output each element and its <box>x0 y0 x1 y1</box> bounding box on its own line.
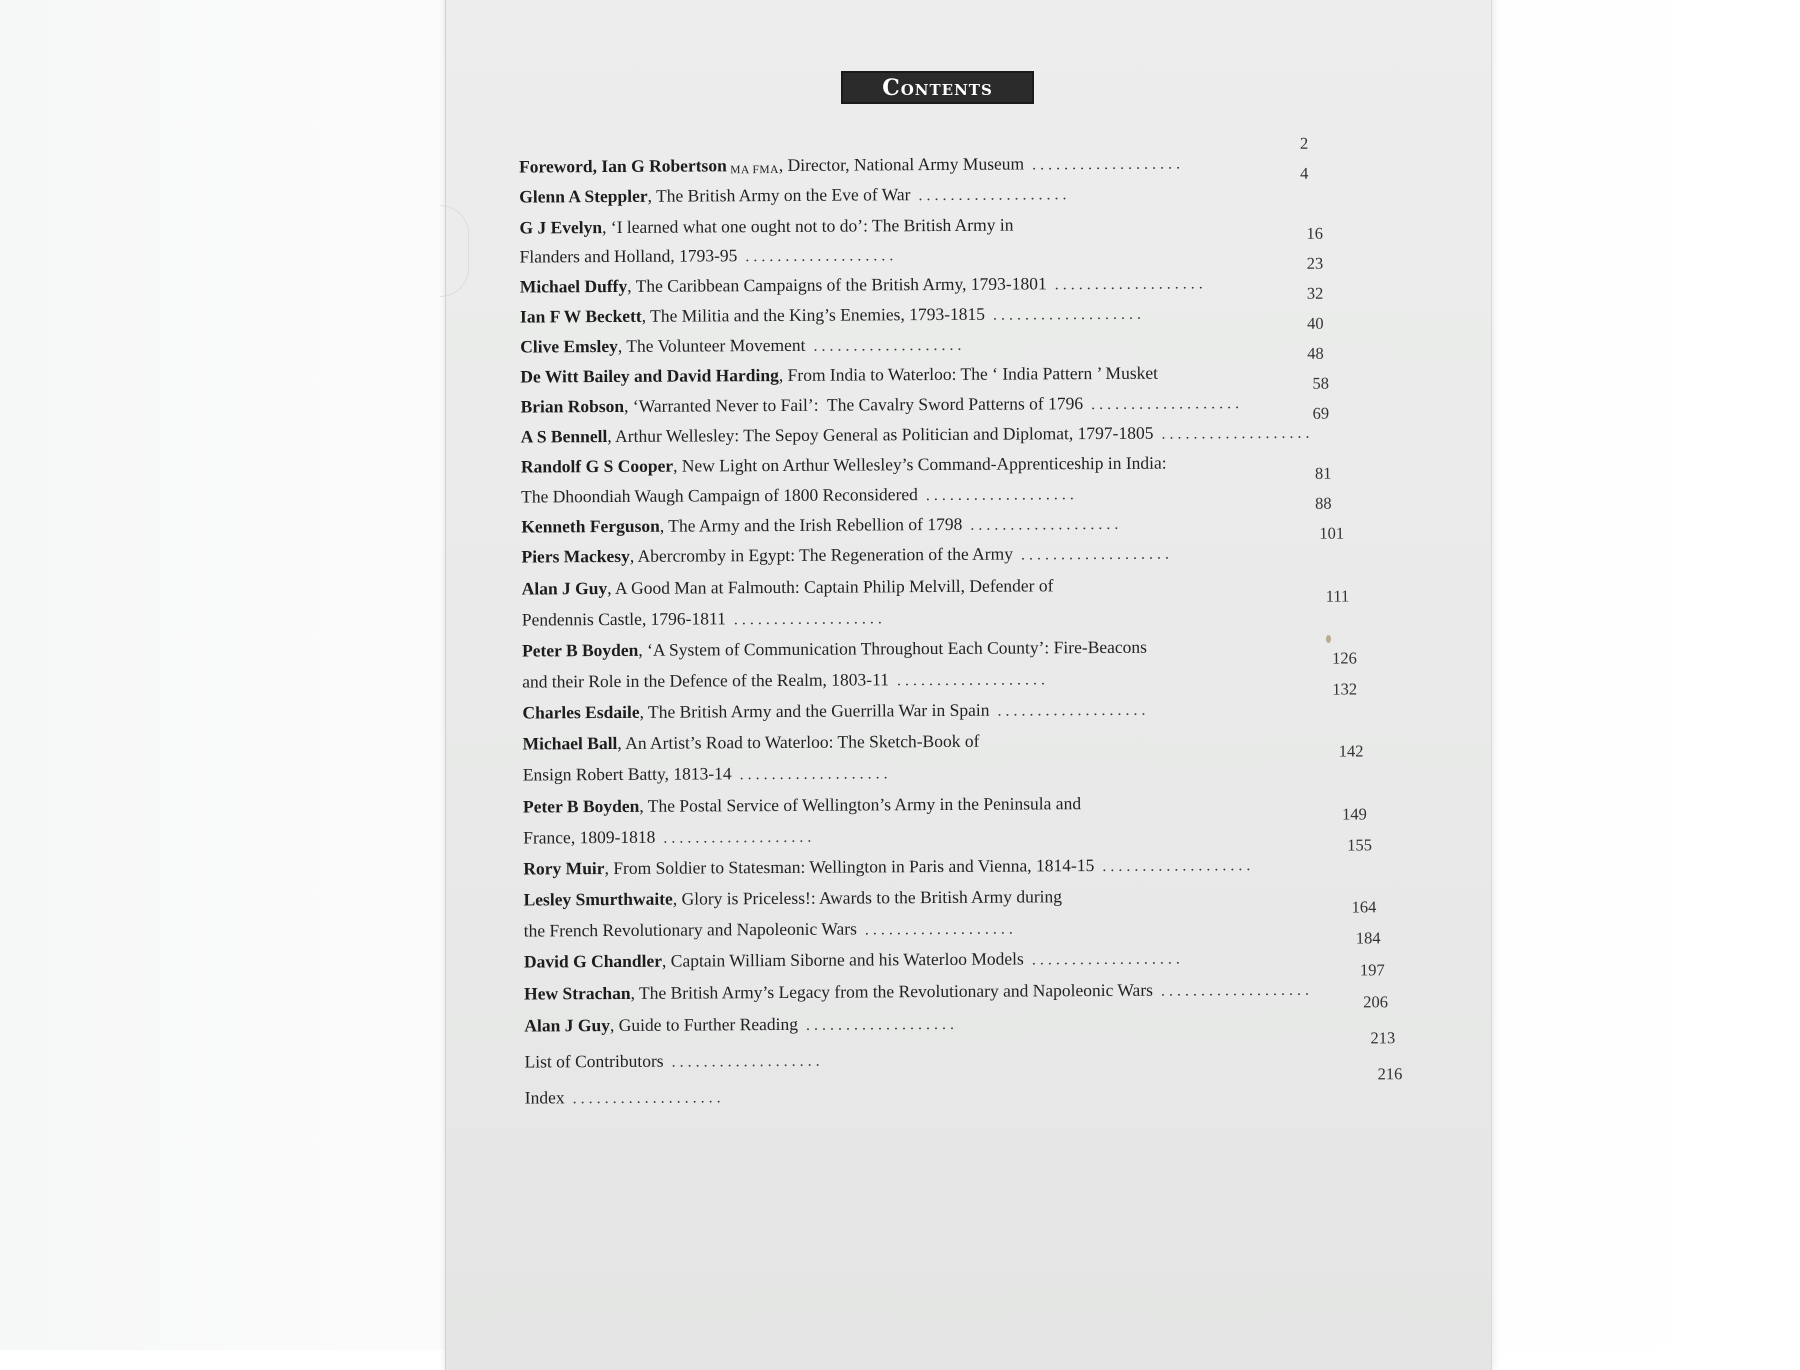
toc-dot-leader: . . . . . . . . . . . . . . . . . . . <box>572 1089 721 1108</box>
book-page <box>445 0 1492 1370</box>
toc-page-number: 184 <box>1355 928 1381 948</box>
toc-dot-leader: . . . . . . . . . . . . . . . . . . . <box>1102 857 1251 876</box>
toc-dot-leader: . . . . . . . . . . . . . . . . . . . <box>896 671 1046 690</box>
toc-title: , The British Army on the Eve of War <box>647 184 911 206</box>
toc-page-number: 206 <box>1363 992 1389 1012</box>
toc-author: Rory Muir <box>523 858 605 879</box>
toc-page-number: 2 <box>1299 133 1309 153</box>
toc-title: the French Revolutionary and Napoleonic Wars <box>523 918 857 941</box>
toc-title: , New Light on Arthur Wellesley’s Command-Apprenticeship in India: <box>673 452 1167 476</box>
toc-title: , ‘Warranted Never to Fail’: The Cavalry Sword Patterns of 1796 <box>624 393 1084 416</box>
toc-author: De Witt Bailey and David Harding <box>520 364 779 387</box>
page-title: Contents <box>882 74 993 101</box>
toc-author: Foreword, Ian G Robertson <box>519 155 727 177</box>
toc-title: The Dhoondiah Waugh Campaign of 1800 Reconsidered <box>521 484 918 507</box>
toc-page-number: 16 <box>1306 223 1324 243</box>
toc-title: , Director, National Army Museum <box>778 153 1025 175</box>
toc-title: Flanders and Holland, 1793-95 <box>519 245 738 267</box>
toc-author: Alan J Guy <box>524 1015 610 1036</box>
toc-title: , The Army and the Irish Rebellion of 1798 <box>659 513 963 536</box>
toc-entry <box>524 936 1326 973</box>
toc-dot-leader: . . . . . . . . . . . . . . . . . . . <box>1091 395 1240 414</box>
toc-author: Randolf G S Cooper <box>520 455 674 477</box>
toc-title: and their Role in the Defence of the Realm, 1803-11 <box>522 669 890 692</box>
toc-page-number: 213 <box>1370 1028 1396 1048</box>
toc-author-credentials: MA FMA <box>726 163 779 177</box>
toc-page-number: 132 <box>1332 679 1358 699</box>
toc-page-number: 149 <box>1341 804 1367 824</box>
toc-dot-leader: . . . . . . . . . . . . . . . . . . . <box>1031 950 1180 969</box>
toc-page-number: 164 <box>1351 897 1377 917</box>
toc-dot-leader: . . . . . . . . . . . . . . . . . . . <box>864 920 1013 939</box>
toc-title: , From Soldier to Statesman: Wellington in Paris and Vienna, 1814-15 <box>604 855 1095 879</box>
toc-page-number: 23 <box>1306 253 1324 273</box>
toc-title: , The Volunteer Movement <box>617 334 806 356</box>
toc-author: Ian F W Beckett <box>519 305 642 327</box>
toc-author: Hew Strachan <box>524 982 631 1004</box>
toc-dot-leader: . . . . . . . . . . . . . . . . . . . <box>805 1015 955 1034</box>
toc-dot-leader: . . . . . . . . . . . . . . . . . . . <box>970 515 1119 534</box>
toc-author: Glenn A Steppler <box>519 185 648 207</box>
toc-entry <box>523 749 1309 786</box>
toc-title: , The Caribbean Campaigns of the British Army, 1793-1801 <box>627 273 1047 296</box>
toc-page-number: 111 <box>1325 586 1350 606</box>
toc-dot-leader: . . . . . . . . . . . . . . . . . . . <box>1161 424 1310 443</box>
toc-page-number: 142 <box>1338 741 1364 761</box>
toc-dot-leader: . . . . . . . . . . . . . . . . . . . <box>1032 155 1181 174</box>
toc-page-number: 40 <box>1306 313 1324 333</box>
toc-page-number: 58 <box>1312 373 1329 393</box>
toc-dot-leader: . . . . . . . . . . . . . . . . . . . <box>733 610 882 629</box>
table-of-contents <box>446 0 1499 1340</box>
toc-author: Michael Duffy <box>519 275 628 297</box>
toc-page-number: 88 <box>1315 493 1332 513</box>
toc-page-number: 101 <box>1319 523 1345 543</box>
toc-author: Brian Robson <box>520 395 625 417</box>
toc-author: Alan J Guy <box>521 578 608 599</box>
paper-spot <box>1326 635 1331 643</box>
toc-dot-leader: . . . . . . . . . . . . . . . . . . . <box>1054 275 1203 294</box>
toc-title: , Abercromby in Egypt: The Regeneration of the Army <box>629 543 1014 566</box>
toc-page-number: 4 <box>1300 163 1309 183</box>
toc-author: Clive Emsley <box>520 335 618 357</box>
toc-title: , Arthur Wellesley: The Sepoy General as Politician and Diplomat, 1797-1805 <box>607 422 1154 447</box>
toc-page-number: 32 <box>1306 283 1324 303</box>
toc-author: David G Chandler <box>523 950 663 972</box>
toc-page-number: 81 <box>1314 463 1332 483</box>
toc-dot-leader: . . . . . . . . . . . . . . . . . . . <box>813 336 962 355</box>
toc-page-number: 155 <box>1347 835 1373 855</box>
toc-author: Michael Ball <box>522 732 618 754</box>
toc-title: Index <box>524 1087 565 1108</box>
toc-page-number: 69 <box>1312 403 1330 423</box>
toc-dot-leader: . . . . . . . . . . . . . . . . . . . <box>925 486 1074 505</box>
toc-author: Kenneth Ferguson <box>521 515 660 537</box>
toc-entry <box>524 968 1330 1005</box>
toc-title: Ensign Robert Batty, 1813-14 <box>522 763 732 785</box>
toc-title: , An Artist’s Road to Waterloo: The Sketch-Book of <box>617 730 980 753</box>
toc-title: , Captain William Siborne and his Waterloo Models <box>661 948 1024 971</box>
toc-author: Piers Mackesy <box>521 545 630 567</box>
toc-dot-leader: . . . . . . . . . . . . . . . . . . . <box>997 701 1146 720</box>
toc-author: G J Evelyn <box>519 217 603 238</box>
toc-author: Lesley Smurthwaite <box>523 888 673 910</box>
toc-title: , The Postal Service of Wellington’s Army in the Peninsula and <box>639 793 1082 816</box>
toc-title: List of Contributors <box>524 1050 664 1072</box>
toc-author: Charles Esdaile <box>522 701 640 723</box>
toc-title: , ‘I learned what one ought not to do’: The British Army in <box>602 214 1014 238</box>
toc-author: Peter B Boyden <box>521 639 639 661</box>
toc-title: , Glory is Priceless!: Awards to the British Army during <box>672 886 1063 909</box>
toc-title: , From India to Waterloo: The ‘ India Pattern ’ Musket <box>778 362 1159 385</box>
toc-title: , The British Army’s Legacy from the Revolutionary and Napoleonic Wars <box>630 979 1153 1003</box>
toc-title: France, 1809-1818 <box>523 826 656 848</box>
toc-dot-leader: . . . . . . . . . . . . . . . . . . . <box>671 1052 820 1071</box>
toc-dot-leader: . . . . . . . . . . . . . . . . . . . <box>739 765 888 784</box>
toc-title: , The British Army and the Guerrilla War in Spain <box>639 699 990 722</box>
toc-entry <box>521 531 1289 568</box>
toc-entry <box>524 1036 1340 1073</box>
toc-page-number: 48 <box>1307 343 1324 363</box>
toc-title: , The Militia and the King’s Enemies, 1793-1815 <box>641 303 986 326</box>
toc-dot-leader: . . . . . . . . . . . . . . . . . . . <box>1160 981 1309 1000</box>
toc-author: Peter B Boyden <box>522 795 640 817</box>
toc-title: Pendennis Castle, 1796-1811 <box>521 608 726 630</box>
toc-page-number: 126 <box>1332 648 1357 668</box>
toc-entry <box>525 1072 1348 1109</box>
toc-dot-leader: . . . . . . . . . . . . . . . . . . . <box>1020 545 1170 564</box>
toc-author: A S Bennell <box>520 426 608 447</box>
toc-page-number: 216 <box>1377 1064 1403 1084</box>
toc-title: , ‘A System of Communication Throughout Each County’: Fire-Beacons <box>638 636 1148 660</box>
toc-dot-leader: . . . . . . . . . . . . . . . . . . . <box>992 305 1142 324</box>
toc-dot-leader: . . . . . . . . . . . . . . . . . . . <box>745 247 894 266</box>
toc-dot-leader: . . . . . . . . . . . . . . . . . . . <box>918 186 1067 205</box>
toc-title: , A Good Man at Falmouth: Captain Philip Melvill, Defender of <box>607 575 1054 599</box>
toc-page-number: 197 <box>1359 960 1385 980</box>
toc-title: , Guide to Further Reading <box>609 1013 799 1036</box>
toc-entry <box>524 1000 1333 1037</box>
toc-dot-leader: . . . . . . . . . . . . . . . . . . . <box>663 828 812 847</box>
